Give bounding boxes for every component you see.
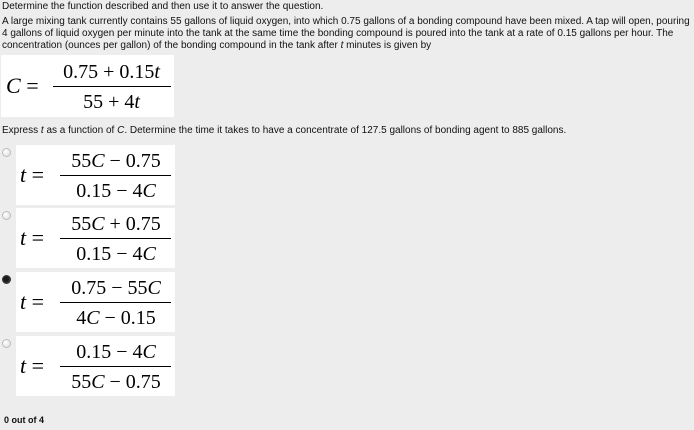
formula-denominator — [49, 91, 174, 113]
choice-eq: = — [26, 289, 45, 314]
choice-num-b: + 0.75 — [104, 213, 161, 235]
choice-den-a: 4 — [76, 307, 87, 329]
formula-den-var: t — [134, 91, 140, 113]
instruction-text: Determine the function described and then use it to answer the question. — [2, 1, 324, 12]
choice-formula-a[interactable] — [16, 145, 175, 205]
choice-den-a: 0.15 − 4 — [76, 243, 143, 265]
choice-den-b: − 0.75 — [104, 371, 161, 393]
choice-eq: = — [26, 225, 45, 250]
choice-radio-b[interactable] — [2, 211, 11, 220]
choice-lhs — [20, 164, 44, 186]
choice-fraction-bar — [60, 238, 171, 239]
choice-num-a: 0.15 − 4 — [76, 341, 143, 363]
choice-den-var1: C — [86, 307, 100, 329]
choice-num-var1: C — [91, 213, 105, 235]
problem-text-part1: A large mixing tank currently contains 55 gallons of liquid oxygen, into which 0.75 gallons of a bonding compound have been mixed. A tap will open, pouring 4 gallons of liquid oxygen per minute into the tank at the same time the bonding compound is poured into the tank at a rate of 0.15 gallons per hour. The concentration (ounces per gallon) of the bonding compound in the tank after — [2, 16, 690, 51]
problem-variable: t — [340, 40, 344, 51]
choice-lhs — [20, 227, 44, 249]
choice-lhs — [20, 355, 44, 377]
choice-numerator — [57, 277, 175, 299]
choice-formula-b[interactable] — [16, 208, 175, 268]
choice-numerator — [57, 213, 175, 235]
formula-eq: = — [20, 73, 39, 98]
choice-lhs-var: t — [20, 225, 27, 250]
choice-num-a: 0.75 − 55 — [71, 277, 148, 299]
choice-fraction-bar — [60, 302, 171, 303]
choice-formula-c[interactable] — [16, 272, 175, 332]
formula-numerator — [49, 61, 174, 83]
formula-lhs — [6, 75, 39, 97]
choice-den-var1: C — [142, 180, 156, 202]
question-var1: t — [40, 125, 44, 136]
choice-num-var1: C — [91, 150, 105, 172]
choice-num-var1: C — [147, 277, 161, 299]
concentration-formula — [1, 55, 174, 117]
choice-lhs — [20, 291, 44, 313]
choice-denominator — [57, 180, 175, 202]
choice-den-var1: C — [91, 371, 105, 393]
choice-num-a: 55 — [71, 213, 92, 235]
question-part2: as a function of — [43, 125, 118, 136]
formula-num-var: t — [154, 61, 160, 83]
formula-num-text: 0.75 + 0.15 — [63, 61, 155, 83]
choice-eq: = — [26, 162, 45, 187]
choice-formula-d[interactable] — [16, 336, 175, 396]
score-label: 0 out of 4 — [4, 415, 44, 425]
choice-den-a: 55 — [71, 371, 92, 393]
choice-numerator — [57, 150, 175, 172]
choice-denominator — [57, 243, 175, 265]
choice-eq: = — [26, 353, 45, 378]
formula-fraction-bar — [53, 86, 171, 87]
choice-lhs-var: t — [20, 162, 27, 187]
choice-lhs-var: t — [20, 353, 27, 378]
choice-fraction-bar — [60, 366, 171, 367]
choice-denominator — [57, 371, 175, 393]
choice-denominator — [57, 307, 175, 329]
question-part3: . Determine the time it takes to have a concentrate of 127.5 gallons of bonding agent to 885 gallons. — [124, 125, 567, 136]
choice-radio-a[interactable] — [2, 148, 11, 157]
choice-den-var1: C — [142, 243, 156, 265]
formula-den-text: 55 + 4 — [83, 91, 135, 113]
choice-radio-d[interactable] — [2, 339, 11, 348]
choice-num-a: 55 — [71, 150, 92, 172]
problem-text-part2: minutes is given by — [343, 40, 432, 51]
question-var2: C — [117, 125, 125, 136]
choice-fraction-bar — [60, 175, 171, 176]
choice-num-b: − 0.75 — [104, 150, 161, 172]
formula-lhs-var: C — [6, 73, 21, 98]
choice-radio-c[interactable] — [2, 275, 11, 284]
choice-den-a: 0.15 − 4 — [76, 180, 143, 202]
choice-numerator — [57, 341, 175, 363]
choice-den-b: − 0.15 — [99, 307, 156, 329]
question-part1: Express — [2, 125, 41, 136]
choice-num-var1: C — [142, 341, 156, 363]
choice-lhs-var: t — [20, 289, 27, 314]
question-text — [2, 125, 566, 137]
problem-statement — [2, 16, 690, 52]
